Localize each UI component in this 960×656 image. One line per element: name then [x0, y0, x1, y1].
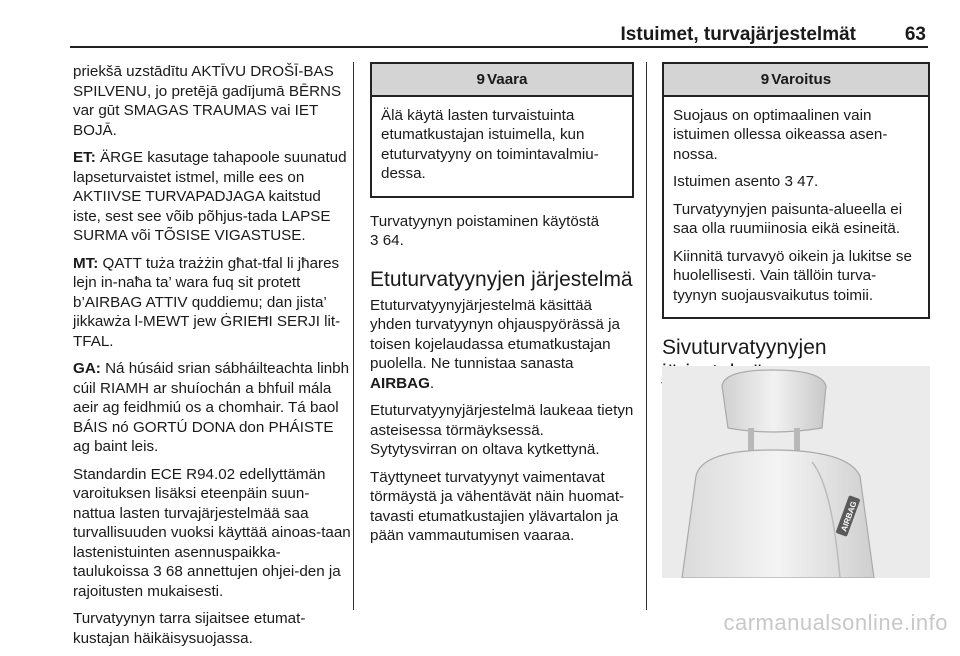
warning-box	[662, 62, 930, 319]
paragraph-et: ET: ÄRGE kasutage tahapoole suunatud lapseturvaistet istmel, mille ees on AKTIIVSE TURVAPADJAGA kaitstud iste, sest see võib põhjus-tada LAPSE SURMA või TÕSISE VIGASTUSE.	[73, 149, 347, 244]
page-ref-link[interactable]: 64.	[382, 232, 404, 249]
column-2	[370, 62, 634, 554]
airbag-tag-text: AIRBAG	[839, 499, 859, 533]
seat-illustration-svg	[662, 366, 930, 578]
section-heading-side-airbags: Sivuturvatyynyjen	[662, 336, 827, 359]
page-ref-link[interactable]: 68	[165, 563, 183, 580]
page-ref-link[interactable]: 47.	[797, 173, 819, 190]
page-number: 63	[904, 24, 926, 45]
warning-text-2: Istuimen asento 3 47.	[673, 173, 819, 190]
danger-box	[370, 62, 634, 198]
page-ref-icon: 3	[153, 563, 162, 580]
danger-box-header	[372, 64, 632, 97]
warning-text-1: Suojaus on optimaalinen vain istuimen ollessa oikeassa asen-nossa.	[673, 106, 888, 163]
paragraph-ga: GA: Ná húsáid srian sábháilteachta linbh cúil RIAMH ar shuíochán a bhfuil mála aeir ag feidhmiú os a chomhair. Tá baol BÁIS nó GORTÚ DONA don PHÁISTE ag baint leis.	[73, 360, 350, 455]
watermark: carmanualsonline.info	[723, 610, 948, 635]
airbag-word: AIRBAG	[370, 374, 430, 392]
lang-label-mt: MT:	[73, 254, 99, 272]
warning-triangle-icon: 9	[760, 71, 770, 88]
warning-box-header	[664, 64, 928, 97]
column-divider-2	[646, 62, 647, 610]
page-header	[70, 24, 928, 48]
paragraph-front-airbag-effect: Täyttyneet turvatyynyt vaimentavat törmäystä ja vähentävät näin huomat-tavasti etumatkustajien ylävartalon ja pään vammautumisen vaaraa.	[370, 468, 625, 544]
warning-triangle-icon: 9	[476, 71, 485, 88]
warning-title: Varoitus	[771, 71, 832, 88]
lang-label-et: ET:	[73, 149, 96, 166]
danger-text: Älä käytä lasten turvaistuinta etumatkustajan istuimella, kun etuturvatyyny on toimintavalmiu-dessa.	[381, 106, 599, 182]
column-divider-1	[353, 62, 354, 610]
page-ref-icon: 3	[784, 173, 793, 190]
lang-label-ga: GA:	[73, 360, 101, 377]
paragraph-fi-standard: Standardin ECE R94.02 edellyttämän varoituksen lisäksi eteenpäin suun-nattua lasten turvajärjestelmää saa turvallisuuden vuoksi käyttää ainoas-taan lastenistuinten asennuspaikka-taulukoissa 3 68 annettujen ohjei-den ja rajoitusten mukaisesti.	[73, 465, 351, 600]
paragraph-front-airbag-trigger: Etuturvatyynyjärjestelmä laukeaa tietyn asteisessa törmäyksessä. Sytytysvirran on oltava kytkettynä.	[370, 402, 634, 458]
paragraph-fi-label-location: Turvatyynyn tarra sijaitsee etumat-kustajan häikäisysuojassa.	[73, 610, 306, 647]
headrest-shape	[722, 370, 826, 432]
paragraph-lv: priekšā uzstādītu AKTĪVU DROŠĪ-BAS SPILVENU, jo pretējā gadījumā BĒRNS var gūt SMAGAS TRAUMAS vai IET BOJĀ.	[73, 63, 342, 139]
seat-illustration	[662, 366, 930, 578]
column-1	[73, 62, 351, 656]
paragraph-mt: MT: QATT tuża trażżin għat-tfal li jħares lejn in-naħa ta’ wara fuq sit protett b’AIRBAG ATTIV quddiemu; dan jista’ jikkawża l-MEWT jew ĠRIEĦI SERJI lit-TFAL.	[73, 254, 341, 350]
warning-text-3: Turvatyynyjen paisunta-alueella ei saa olla ruumiinosia eikä esineitä.	[673, 200, 903, 237]
page-ref-icon: 3	[370, 232, 379, 249]
section-heading-front-airbags: Etuturvatyynyjen järjestelmä	[370, 267, 633, 291]
warning-text-4: Kiinnitä turvavyö oikein ja lukitse se huolellisesti. Vain tällöin turva-tyynyn suojausvaikutus toimii.	[673, 247, 912, 304]
column-3	[662, 62, 930, 389]
page-title: Istuimet, turvajärjestelmät	[620, 24, 856, 45]
danger-title: Vaara	[486, 71, 528, 88]
deactivation-ref: Turvatyynyn poistaminen käytöstä 3 64.	[370, 212, 600, 249]
paragraph-front-airbag-system: Etuturvatyynyjärjestelmä käsittää yhden turvatyynyn ohjauspyörässä ja toisen kojelaudassa etumatkustajan puolella. Ne tunnistaa sanasta AIRBAG.	[370, 296, 620, 392]
